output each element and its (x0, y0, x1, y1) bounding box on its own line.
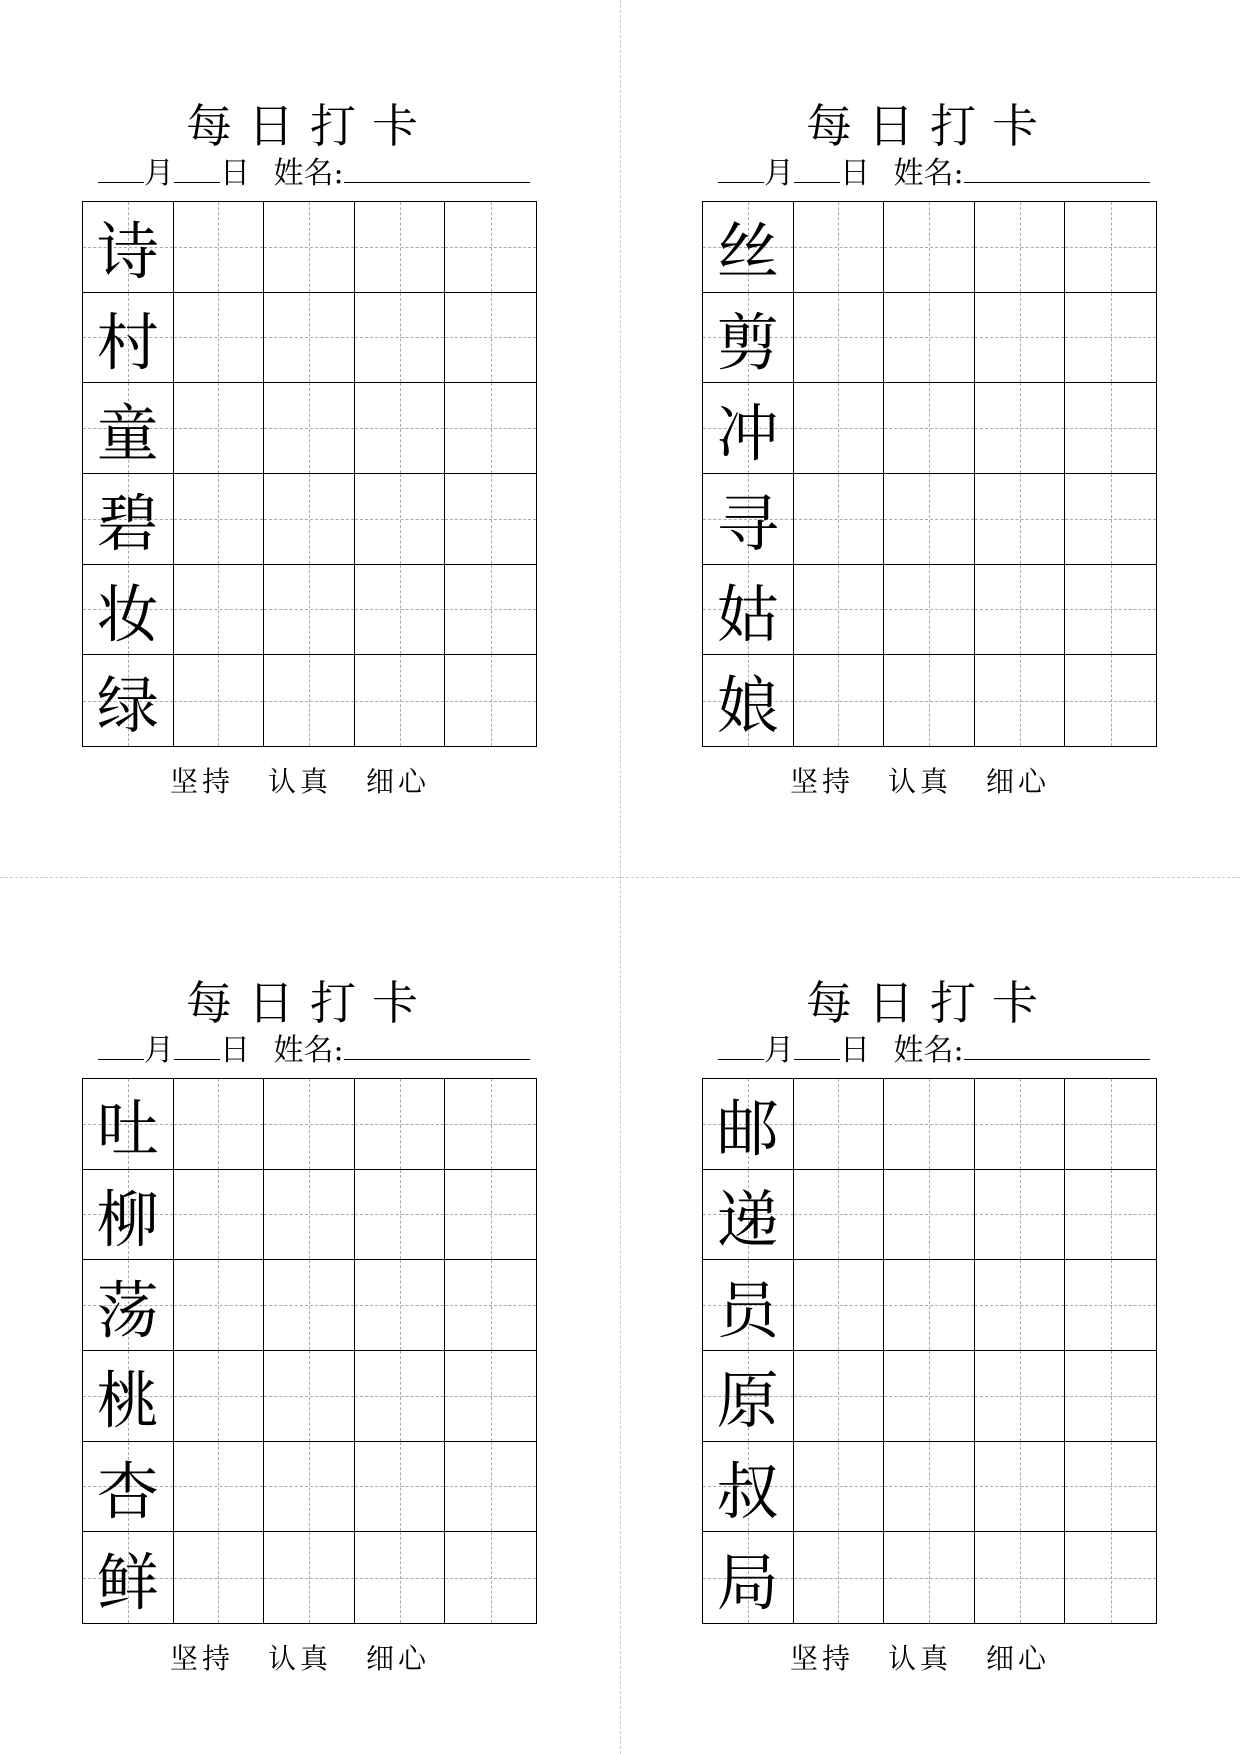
name-label: 姓名: (893, 1033, 964, 1068)
practice-cell[interactable] (264, 655, 355, 746)
model-character: 邮 (716, 1092, 779, 1166)
practice-cell[interactable] (174, 1260, 265, 1351)
practice-cell[interactable] (355, 1532, 446, 1623)
motto-word: 认真 (888, 1642, 953, 1675)
practice-cell[interactable] (355, 202, 446, 293)
motto-word: 细心 (986, 1642, 1051, 1675)
practice-cell[interactable] (975, 1351, 1066, 1442)
practice-cell[interactable] (445, 655, 536, 746)
practice-cell[interactable] (1065, 655, 1156, 746)
model-character: 碧 (96, 487, 159, 561)
motto-word: 细心 (986, 765, 1051, 798)
practice-cell-model (83, 1170, 174, 1261)
practice-cell-model (703, 474, 794, 565)
practice-cell[interactable] (794, 1260, 885, 1351)
practice-cell[interactable] (174, 1079, 265, 1170)
practice-cell[interactable] (1065, 1260, 1156, 1351)
practice-cell[interactable] (174, 474, 265, 565)
practice-cell[interactable] (445, 293, 536, 384)
practice-cell[interactable] (355, 1351, 446, 1442)
practice-cell[interactable] (975, 293, 1066, 384)
practice-cell[interactable] (975, 202, 1066, 293)
day-field[interactable] (794, 154, 840, 183)
practice-cell[interactable] (355, 565, 446, 656)
practice-cell[interactable] (975, 1170, 1066, 1261)
practice-cell[interactable] (884, 474, 975, 565)
practice-cell-model (83, 1351, 174, 1442)
practice-cell[interactable] (794, 1351, 885, 1442)
practice-cell[interactable] (975, 474, 1066, 565)
practice-cell[interactable] (794, 383, 885, 474)
check-in-card (0, 0, 620, 877)
practice-cell[interactable] (264, 202, 355, 293)
motto-word: 认真 (888, 765, 953, 798)
day-label: 日 (840, 1033, 870, 1068)
practice-cell[interactable] (1065, 1170, 1156, 1261)
practice-cell-model (83, 383, 174, 474)
practice-cell[interactable] (884, 565, 975, 656)
date-name-line (98, 1025, 530, 1069)
model-character: 原 (716, 1364, 779, 1438)
practice-cell[interactable] (264, 1532, 355, 1623)
day-label: 日 (840, 156, 870, 191)
practice-cell[interactable] (445, 1079, 536, 1170)
practice-cell[interactable] (264, 565, 355, 656)
model-character: 递 (716, 1182, 779, 1256)
month-label: 月 (764, 156, 794, 191)
motto-word: 坚持 (170, 1642, 235, 1675)
month-field[interactable] (718, 154, 764, 183)
month-label: 月 (144, 156, 174, 191)
practice-cell[interactable] (794, 1532, 885, 1623)
practice-cell[interactable] (884, 1532, 975, 1623)
practice-cell[interactable] (445, 565, 536, 656)
practice-cell-model (83, 1260, 174, 1351)
practice-cell[interactable] (794, 1442, 885, 1533)
card-title: 每日打卡 (806, 99, 1054, 153)
practice-cell[interactable] (1065, 383, 1156, 474)
practice-cell-model (83, 474, 174, 565)
motto-word: 认真 (268, 765, 333, 798)
practice-cell[interactable] (884, 1170, 975, 1261)
card-title: 每日打卡 (186, 99, 434, 153)
practice-cell[interactable] (355, 1442, 446, 1533)
model-character: 杏 (96, 1454, 159, 1528)
practice-cell-model (703, 1079, 794, 1170)
practice-cell-model (83, 293, 174, 384)
motto-word: 细心 (366, 765, 431, 798)
model-character: 叔 (716, 1454, 779, 1528)
practice-cell[interactable] (794, 202, 885, 293)
practice-cell[interactable] (174, 202, 265, 293)
month-field[interactable] (98, 1031, 144, 1060)
motto (790, 1637, 1084, 1677)
practice-cell[interactable] (1065, 1532, 1156, 1623)
model-character: 丝 (716, 215, 779, 289)
model-character: 员 (716, 1273, 779, 1347)
day-field[interactable] (174, 1031, 220, 1060)
model-character: 桃 (96, 1364, 159, 1438)
model-character: 姑 (716, 577, 779, 651)
model-character: 寻 (716, 487, 779, 561)
practice-cell[interactable] (1065, 474, 1156, 565)
writing-grid (702, 1078, 1157, 1624)
day-label: 日 (220, 1033, 250, 1068)
check-in-card (620, 0, 1240, 877)
name-label: 姓名: (893, 156, 964, 191)
practice-cell[interactable] (884, 202, 975, 293)
motto-word: 坚持 (790, 1642, 855, 1675)
practice-cell-model (83, 1442, 174, 1533)
practice-cell[interactable] (975, 565, 1066, 656)
practice-cell[interactable] (445, 1442, 536, 1533)
practice-cell-model (83, 565, 174, 656)
name-field[interactable] (964, 1031, 1150, 1060)
motto-word: 认真 (268, 1642, 333, 1675)
practice-cell[interactable] (1065, 1351, 1156, 1442)
model-character: 冲 (716, 396, 779, 470)
practice-cell[interactable] (975, 1079, 1066, 1170)
practice-cell-model (703, 1532, 794, 1623)
practice-cell[interactable] (794, 1079, 885, 1170)
name-label: 姓名: (273, 1033, 344, 1068)
practice-cell-model (703, 383, 794, 474)
motto-word: 坚持 (170, 765, 235, 798)
practice-cell[interactable] (174, 1170, 265, 1261)
check-in-card (0, 877, 620, 1754)
practice-cell-model (83, 1532, 174, 1623)
month-field[interactable] (98, 154, 144, 183)
practice-cell[interactable] (1065, 202, 1156, 293)
name-field[interactable] (344, 154, 530, 183)
practice-cell[interactable] (355, 474, 446, 565)
practice-cell[interactable] (884, 655, 975, 746)
practice-cell-model (83, 1079, 174, 1170)
practice-cell[interactable] (264, 383, 355, 474)
writing-grid (82, 201, 537, 747)
practice-cell[interactable] (264, 1260, 355, 1351)
practice-cell-model (83, 202, 174, 293)
practice-cell[interactable] (264, 474, 355, 565)
practice-cell-model (703, 1170, 794, 1261)
practice-cell[interactable] (1065, 1442, 1156, 1533)
practice-cell[interactable] (445, 1260, 536, 1351)
writing-grid (82, 1078, 537, 1624)
model-character: 鲜 (96, 1546, 159, 1620)
day-field[interactable] (174, 154, 220, 183)
practice-cell[interactable] (355, 655, 446, 746)
practice-cell[interactable] (174, 565, 265, 656)
practice-cell-model (703, 1442, 794, 1533)
practice-cell-model (703, 293, 794, 384)
model-character: 娘 (716, 669, 779, 743)
practice-cell[interactable] (174, 655, 265, 746)
practice-cell[interactable] (264, 1442, 355, 1533)
practice-cell[interactable] (884, 293, 975, 384)
practice-cell[interactable] (355, 293, 446, 384)
practice-cell-model (703, 565, 794, 656)
practice-cell[interactable] (445, 202, 536, 293)
model-character: 村 (96, 305, 159, 379)
practice-cell[interactable] (355, 1260, 446, 1351)
month-label: 月 (764, 1033, 794, 1068)
practice-cell[interactable] (445, 1532, 536, 1623)
practice-cell[interactable] (1065, 1079, 1156, 1170)
practice-cell[interactable] (355, 383, 446, 474)
practice-cell-model (83, 655, 174, 746)
name-field[interactable] (344, 1031, 530, 1060)
check-in-card (620, 877, 1240, 1754)
motto-word: 坚持 (790, 765, 855, 798)
practice-cell-model (703, 1260, 794, 1351)
practice-cell[interactable] (794, 655, 885, 746)
card-title: 每日打卡 (806, 976, 1054, 1030)
practice-cell[interactable] (264, 1170, 355, 1261)
practice-cell[interactable] (794, 293, 885, 384)
practice-cell[interactable] (975, 655, 1066, 746)
model-character: 吐 (96, 1092, 159, 1166)
motto-word: 细心 (366, 1642, 431, 1675)
month-label: 月 (144, 1033, 174, 1068)
practice-cell[interactable] (884, 1442, 975, 1533)
model-character: 妆 (96, 577, 159, 651)
name-field[interactable] (964, 154, 1150, 183)
practice-cell[interactable] (975, 1532, 1066, 1623)
practice-cell[interactable] (264, 1351, 355, 1442)
practice-cell-model (703, 1351, 794, 1442)
practice-cell[interactable] (1065, 293, 1156, 384)
day-label: 日 (220, 156, 250, 191)
model-character: 局 (716, 1546, 779, 1620)
practice-cell[interactable] (884, 1079, 975, 1170)
practice-cell[interactable] (174, 1351, 265, 1442)
date-name-line (718, 148, 1150, 192)
motto (170, 1637, 464, 1677)
practice-cell[interactable] (1065, 565, 1156, 656)
date-name-line (98, 148, 530, 192)
date-name-line (718, 1025, 1150, 1069)
practice-cell[interactable] (884, 1260, 975, 1351)
practice-cell[interactable] (445, 383, 536, 474)
practice-cell[interactable] (264, 1079, 355, 1170)
practice-cell[interactable] (445, 474, 536, 565)
model-character: 柳 (96, 1182, 159, 1256)
model-character: 荡 (96, 1273, 159, 1347)
model-character: 剪 (716, 305, 779, 379)
day-field[interactable] (794, 1031, 840, 1060)
practice-cell[interactable] (355, 1079, 446, 1170)
practice-cell[interactable] (794, 1170, 885, 1261)
motto (790, 760, 1084, 800)
practice-cell[interactable] (975, 1260, 1066, 1351)
model-character: 绿 (96, 669, 159, 743)
month-field[interactable] (718, 1031, 764, 1060)
practice-cell[interactable] (355, 1170, 446, 1261)
practice-cell[interactable] (794, 474, 885, 565)
practice-cell[interactable] (264, 293, 355, 384)
name-label: 姓名: (273, 156, 344, 191)
practice-cell[interactable] (445, 1351, 536, 1442)
practice-cell-model (703, 202, 794, 293)
practice-cell[interactable] (884, 1351, 975, 1442)
model-character: 诗 (96, 215, 159, 289)
motto (170, 760, 464, 800)
practice-cell[interactable] (174, 383, 265, 474)
model-character: 童 (96, 396, 159, 470)
practice-cell[interactable] (794, 565, 885, 656)
practice-cell[interactable] (884, 383, 975, 474)
writing-grid (702, 201, 1157, 747)
practice-cell[interactable] (445, 1170, 536, 1261)
practice-cell[interactable] (174, 1532, 265, 1623)
practice-cell-model (703, 655, 794, 746)
practice-cell[interactable] (975, 1442, 1066, 1533)
practice-cell[interactable] (174, 293, 265, 384)
practice-cell[interactable] (174, 1442, 265, 1533)
card-title: 每日打卡 (186, 976, 434, 1030)
practice-cell[interactable] (975, 383, 1066, 474)
